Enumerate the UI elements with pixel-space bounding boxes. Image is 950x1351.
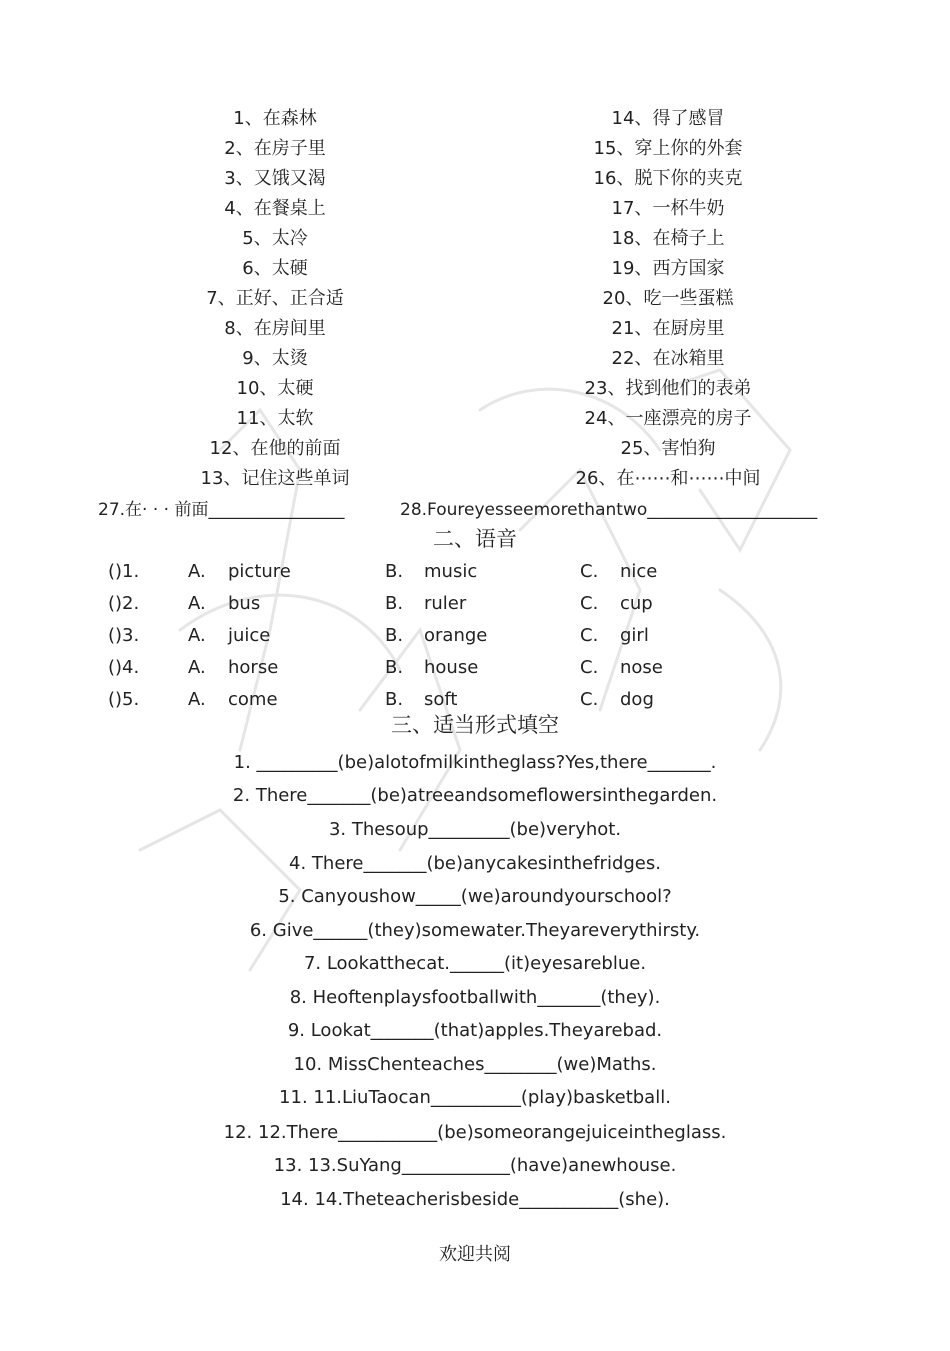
- vocab-item: 8、在房间里: [224, 318, 326, 339]
- vocab-item: 2、在房子里: [224, 138, 326, 159]
- option-word: cup: [620, 593, 653, 614]
- vocab-item: 14、得了感冒: [611, 108, 725, 129]
- question-number: ()2.: [108, 593, 140, 614]
- fill-blank-item: 7. Lookatthecat.______(it)eyesareblue.: [303, 953, 647, 974]
- option-label: A.: [188, 689, 206, 710]
- page-footer: 欢迎共阅: [439, 1244, 511, 1265]
- option-word: nose: [620, 657, 663, 678]
- option-label: A.: [188, 593, 206, 614]
- option-label: B.: [385, 593, 404, 614]
- fill-blank-item: 4. There_______(be)anycakesinthefridges.: [289, 853, 661, 874]
- vocab-item: 25、害怕狗: [620, 438, 716, 459]
- vocab-item: 4、在餐桌上: [224, 198, 326, 219]
- option-label: C.: [580, 593, 599, 614]
- fill-blank-item: 2. There_______(be)atreeandsomeflowersinthegarden.: [232, 785, 718, 806]
- phonetics-row: [0, 625, 950, 649]
- fill-blank-item: 1. _________(be)alotofmilkintheglass?Yes,there_______.: [233, 752, 717, 773]
- vocab-item: 12、在他的前面: [209, 438, 341, 459]
- question-number: ()4.: [108, 657, 140, 678]
- fill-blank-item: 5. Canyoushow_____(we)aroundyourschool?: [278, 886, 672, 907]
- option-word: music: [424, 561, 478, 582]
- fill-blank-item: 3. Thesoup_________(be)veryhot.: [328, 819, 622, 840]
- option-word: ruler: [424, 593, 467, 614]
- option-word: juice: [228, 625, 271, 646]
- option-label: B.: [385, 689, 404, 710]
- vocab-item: 13、记住这些单词: [200, 468, 350, 489]
- fill-blank-item: 14. 14.Theteacherisbeside___________(she).: [280, 1189, 670, 1210]
- option-label: C.: [580, 561, 599, 582]
- option-word: picture: [228, 561, 291, 582]
- phonetics-row: [0, 657, 950, 681]
- phonetics-row: [0, 561, 950, 585]
- vocab-item: 6、太硬: [242, 258, 308, 279]
- vocab-item: 24、一座漂亮的房子: [584, 408, 752, 429]
- fill-blank-item: 10. MissChenteaches________(we)Maths.: [293, 1054, 657, 1075]
- vocab-item: 26、在⋯⋯和⋯⋯中间: [575, 468, 761, 489]
- option-word: dog: [620, 689, 654, 710]
- vocab-item: 10、太硬: [236, 378, 314, 399]
- vocab-item: 19、西方国家: [611, 258, 725, 279]
- option-label: A.: [188, 625, 206, 646]
- option-label: B.: [385, 657, 404, 678]
- option-label: A.: [188, 657, 206, 678]
- vocab-item: 11、太软: [236, 408, 314, 429]
- option-label: B.: [385, 625, 404, 646]
- option-word: come: [228, 689, 278, 710]
- option-label: A.: [188, 561, 206, 582]
- phonetics-row: [0, 593, 950, 617]
- vocab-item: 17、一杯牛奶: [611, 198, 725, 219]
- fill-blank-item: 8. Heoftenplaysfootballwith_______(they).: [289, 987, 661, 1008]
- phonetics-row: [0, 689, 950, 713]
- fill-blank-item: 11. 11.LiuTaocan__________(play)basketball.: [279, 1087, 671, 1108]
- question-number: ()5.: [108, 689, 140, 710]
- vocab-item: 7、正好、正合适: [206, 288, 344, 309]
- vocab-item: 23、找到他们的表弟: [584, 378, 752, 399]
- option-word: bus: [228, 593, 261, 614]
- question-number: ()1.: [108, 561, 140, 582]
- option-word: girl: [620, 625, 649, 646]
- option-label: C.: [580, 689, 599, 710]
- vocab-item: 21、在厨房里: [611, 318, 725, 339]
- option-word: horse: [228, 657, 279, 678]
- vocab-item: 9、太烫: [242, 348, 308, 369]
- vocab-item: 18、在椅子上: [611, 228, 725, 249]
- vocab-item: 3、又饿又渴: [224, 168, 326, 189]
- option-label: C.: [580, 657, 599, 678]
- vocab-item: 5、太冷: [242, 228, 308, 249]
- vocab-item: 20、吃一些蛋糕: [602, 288, 734, 309]
- option-label: B.: [385, 561, 404, 582]
- vocab-item: 15、穿上你的外套: [593, 138, 743, 159]
- fill-blank-item: 12. 12.There___________(be)someorangejuiceintheglass.: [223, 1122, 727, 1143]
- option-label: C.: [580, 625, 599, 646]
- section-2-title: 二、语音: [433, 527, 517, 551]
- vocab-item: 1、在森林: [233, 108, 317, 129]
- fill-blank-item: 9. Lookat_______(that)apples.Theyarebad.: [287, 1020, 663, 1041]
- section-3-title: 三、适当形式填空: [391, 713, 559, 737]
- option-word: nice: [620, 561, 658, 582]
- option-word: soft: [424, 689, 458, 710]
- fill-blank-item: 6. Give______(they)somewater.Theyareverythirsty.: [249, 920, 701, 941]
- vocab-item: 22、在冰箱里: [611, 348, 725, 369]
- option-word: house: [424, 657, 479, 678]
- vocab-item-27: 27.在· · · 前面________________: [98, 500, 345, 520]
- vocab-item: 16、脱下你的夹克: [593, 168, 743, 189]
- fill-blank-item: 13. 13.SuYang____________(have)anewhouse.: [273, 1155, 677, 1176]
- question-number: ()3.: [108, 625, 140, 646]
- option-word: orange: [424, 625, 488, 646]
- vocab-item-28: 28.Foureyesseemorethantwo____________________: [400, 500, 818, 520]
